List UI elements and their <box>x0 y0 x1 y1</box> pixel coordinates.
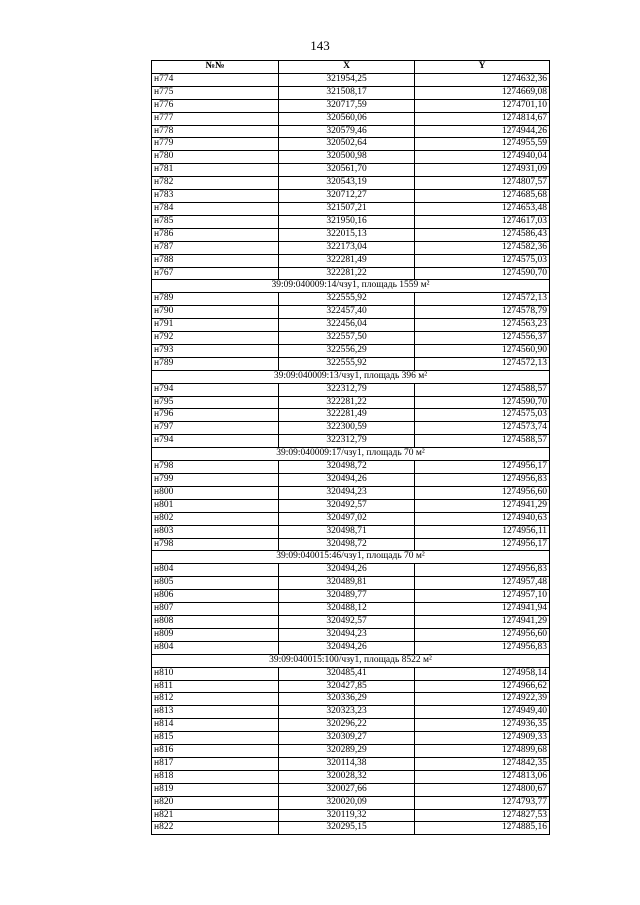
point-id: н813 <box>152 706 279 719</box>
table-row <box>152 577 550 590</box>
coord-x: 320494,23 <box>279 628 415 641</box>
table-row <box>152 332 550 345</box>
coord-y: 1274922,39 <box>415 693 550 706</box>
coord-y: 1274944,26 <box>415 125 550 138</box>
table-row <box>152 241 550 254</box>
point-id: н816 <box>152 745 279 758</box>
coord-y: 1274956,11 <box>415 525 550 538</box>
coord-y: 1274800,67 <box>415 783 550 796</box>
coord-x: 320020,09 <box>279 796 415 809</box>
coord-y: 1274573,74 <box>415 422 550 435</box>
point-id: н798 <box>152 461 279 474</box>
coord-x: 320561,70 <box>279 164 415 177</box>
coord-y: 1274957,48 <box>415 577 550 590</box>
coord-y: 1274572,13 <box>415 357 550 370</box>
table-row <box>152 525 550 538</box>
point-id: н781 <box>152 164 279 177</box>
header-number: №№ <box>152 61 279 74</box>
coord-y: 1274885,16 <box>415 822 550 835</box>
coord-x: 322281,22 <box>279 267 415 280</box>
coord-y: 1274632,36 <box>415 73 550 86</box>
point-id: н814 <box>152 719 279 732</box>
table-row <box>152 138 550 151</box>
coord-x: 322557,50 <box>279 332 415 345</box>
coord-y: 1274956,17 <box>415 538 550 551</box>
table-row <box>152 809 550 822</box>
point-id: н788 <box>152 254 279 267</box>
coord-x: 320497,02 <box>279 512 415 525</box>
table-row <box>152 267 550 280</box>
coord-x: 320323,23 <box>279 706 415 719</box>
coord-x: 321508,17 <box>279 86 415 99</box>
table-row <box>152 396 550 409</box>
coord-x: 320485,41 <box>279 667 415 680</box>
table-row <box>152 319 550 332</box>
coord-y: 1274701,10 <box>415 99 550 112</box>
point-id: н767 <box>152 267 279 280</box>
point-id: н803 <box>152 525 279 538</box>
coord-x: 322456,04 <box>279 319 415 332</box>
table-row <box>152 306 550 319</box>
coord-y: 1274669,08 <box>415 86 550 99</box>
coord-x: 321954,25 <box>279 73 415 86</box>
table-row <box>152 499 550 512</box>
table-row <box>152 293 550 306</box>
table-row <box>152 151 550 164</box>
table-row <box>152 745 550 758</box>
point-id: н778 <box>152 125 279 138</box>
table-row <box>152 344 550 357</box>
coord-y: 1274590,70 <box>415 396 550 409</box>
section-row <box>152 654 550 667</box>
coord-x: 321507,21 <box>279 202 415 215</box>
coord-y: 1274588,57 <box>415 383 550 396</box>
point-id: н790 <box>152 306 279 319</box>
point-id: н822 <box>152 822 279 835</box>
coord-y: 1274685,68 <box>415 190 550 203</box>
table-row <box>152 719 550 732</box>
table-row <box>152 112 550 125</box>
point-id: н815 <box>152 732 279 745</box>
table-row <box>152 422 550 435</box>
coord-x: 322555,92 <box>279 357 415 370</box>
point-id: н789 <box>152 293 279 306</box>
coord-y: 1274931,09 <box>415 164 550 177</box>
table-row <box>152 757 550 770</box>
coord-x: 320492,57 <box>279 499 415 512</box>
table-row <box>152 177 550 190</box>
point-id: н793 <box>152 344 279 357</box>
section-title: 39:09:040009:13/чзу1, площадь 396 м² <box>152 370 550 383</box>
coord-y: 1274556,37 <box>415 332 550 345</box>
coord-y: 1274653,48 <box>415 202 550 215</box>
coord-y: 1274956,83 <box>415 474 550 487</box>
section-title: 39:09:040009:14/чзу1, площадь 1559 м² <box>152 280 550 293</box>
coord-y: 1274940,63 <box>415 512 550 525</box>
section-row <box>152 370 550 383</box>
table-row <box>152 783 550 796</box>
coord-x: 322281,22 <box>279 396 415 409</box>
coord-y: 1274578,79 <box>415 306 550 319</box>
coord-x: 320498,72 <box>279 461 415 474</box>
point-id: н807 <box>152 603 279 616</box>
coord-y: 1274572,13 <box>415 293 550 306</box>
coord-y: 1274941,94 <box>415 603 550 616</box>
point-id: н811 <box>152 680 279 693</box>
point-id: н799 <box>152 474 279 487</box>
table-row <box>152 538 550 551</box>
coord-y: 1274936,35 <box>415 719 550 732</box>
coord-x: 320498,71 <box>279 525 415 538</box>
coord-x: 322281,49 <box>279 254 415 267</box>
coord-y: 1274560,90 <box>415 344 550 357</box>
point-id: н809 <box>152 628 279 641</box>
point-id: н797 <box>152 422 279 435</box>
coord-x: 320500,98 <box>279 151 415 164</box>
table-row <box>152 73 550 86</box>
point-id: н819 <box>152 783 279 796</box>
point-id: н802 <box>152 512 279 525</box>
coord-x: 320498,72 <box>279 538 415 551</box>
point-id: н821 <box>152 809 279 822</box>
coord-x: 320502,64 <box>279 138 415 151</box>
table-row <box>152 667 550 680</box>
point-id: н777 <box>152 112 279 125</box>
coord-y: 1274814,67 <box>415 112 550 125</box>
coord-x: 320295,15 <box>279 822 415 835</box>
table-row <box>152 383 550 396</box>
coord-x: 322173,04 <box>279 241 415 254</box>
table-row <box>152 564 550 577</box>
point-id: н792 <box>152 332 279 345</box>
point-id: н798 <box>152 538 279 551</box>
table-row <box>152 615 550 628</box>
table-row <box>152 770 550 783</box>
table-row <box>152 641 550 654</box>
point-id: н796 <box>152 409 279 422</box>
coord-y: 1274793,77 <box>415 796 550 809</box>
coord-y: 1274941,29 <box>415 615 550 628</box>
coord-y: 1274909,33 <box>415 732 550 745</box>
point-id: н780 <box>152 151 279 164</box>
table-row <box>152 99 550 112</box>
section-title: 39:09:040009:17/чзу1, площадь 70 м² <box>152 448 550 461</box>
coord-x: 320543,19 <box>279 177 415 190</box>
table-header-row <box>152 61 550 74</box>
table-row <box>152 125 550 138</box>
coordinates-table <box>151 60 550 835</box>
coord-y: 1274956,60 <box>415 628 550 641</box>
page-number: 143 <box>310 38 330 53</box>
coord-y: 1274588,57 <box>415 435 550 448</box>
point-id: н779 <box>152 138 279 151</box>
coord-y: 1274956,60 <box>415 486 550 499</box>
point-id: н817 <box>152 757 279 770</box>
coord-x: 322556,29 <box>279 344 415 357</box>
table-row <box>152 474 550 487</box>
section-row <box>152 280 550 293</box>
coord-x: 320712,27 <box>279 190 415 203</box>
coord-x: 320289,29 <box>279 745 415 758</box>
header-y: Y <box>415 61 550 74</box>
coord-x: 320492,57 <box>279 615 415 628</box>
coord-x: 322457,40 <box>279 306 415 319</box>
coord-x: 322555,92 <box>279 293 415 306</box>
coord-x: 320309,27 <box>279 732 415 745</box>
coord-y: 1274563,23 <box>415 319 550 332</box>
coord-y: 1274807,57 <box>415 177 550 190</box>
coord-x: 322312,79 <box>279 435 415 448</box>
table-row <box>152 164 550 177</box>
coord-y: 1274955,59 <box>415 138 550 151</box>
coord-y: 1274958,14 <box>415 667 550 680</box>
point-id: н789 <box>152 357 279 370</box>
point-id: н810 <box>152 667 279 680</box>
coord-y: 1274827,53 <box>415 809 550 822</box>
point-id: н818 <box>152 770 279 783</box>
coord-x: 320489,81 <box>279 577 415 590</box>
point-id: н785 <box>152 215 279 228</box>
point-id: н812 <box>152 693 279 706</box>
point-id: н795 <box>152 396 279 409</box>
header-x: X <box>279 61 415 74</box>
table-row <box>152 215 550 228</box>
coord-y: 1274966,62 <box>415 680 550 693</box>
point-id: н782 <box>152 177 279 190</box>
point-id: н784 <box>152 202 279 215</box>
point-id: н787 <box>152 241 279 254</box>
coord-x: 320560,06 <box>279 112 415 125</box>
point-id: н805 <box>152 577 279 590</box>
coord-y: 1274941,29 <box>415 499 550 512</box>
coord-y: 1274586,43 <box>415 228 550 241</box>
coord-y: 1274899,68 <box>415 745 550 758</box>
coord-y: 1274575,03 <box>415 409 550 422</box>
coord-x: 322015,13 <box>279 228 415 241</box>
table-row <box>152 512 550 525</box>
coord-y: 1274582,36 <box>415 241 550 254</box>
point-id: н801 <box>152 499 279 512</box>
coord-y: 1274617,03 <box>415 215 550 228</box>
coord-x: 320296,22 <box>279 719 415 732</box>
coord-y: 1274956,17 <box>415 461 550 474</box>
table-row <box>152 435 550 448</box>
table-row <box>152 822 550 835</box>
coord-x: 320717,59 <box>279 99 415 112</box>
table-row <box>152 590 550 603</box>
table-row <box>152 190 550 203</box>
point-id: н808 <box>152 615 279 628</box>
coord-x: 320119,32 <box>279 809 415 822</box>
table-row <box>152 202 550 215</box>
table-body <box>152 73 550 834</box>
section-row <box>152 551 550 564</box>
coord-y: 1274956,83 <box>415 564 550 577</box>
point-id: н800 <box>152 486 279 499</box>
coord-x: 320494,26 <box>279 474 415 487</box>
table-row <box>152 693 550 706</box>
point-id: н786 <box>152 228 279 241</box>
section-row <box>152 448 550 461</box>
coord-x: 320114,38 <box>279 757 415 770</box>
point-id: н794 <box>152 435 279 448</box>
point-id: н820 <box>152 796 279 809</box>
coord-x: 320579,46 <box>279 125 415 138</box>
table-row <box>152 680 550 693</box>
coord-x: 322312,79 <box>279 383 415 396</box>
coord-x: 320027,66 <box>279 783 415 796</box>
point-id: н806 <box>152 590 279 603</box>
coord-x: 322300,59 <box>279 422 415 435</box>
coord-y: 1274813,06 <box>415 770 550 783</box>
table-row <box>152 461 550 474</box>
table-row <box>152 796 550 809</box>
point-id: н783 <box>152 190 279 203</box>
coord-y: 1274590,70 <box>415 267 550 280</box>
coord-x: 320336,29 <box>279 693 415 706</box>
section-title: 39:09:040015:46/чзу1, площадь 70 м² <box>152 551 550 564</box>
table-row <box>152 86 550 99</box>
coord-y: 1274575,03 <box>415 254 550 267</box>
coord-x: 321950,16 <box>279 215 415 228</box>
coord-x: 322281,49 <box>279 409 415 422</box>
coord-y: 1274957,10 <box>415 590 550 603</box>
coord-x: 320494,23 <box>279 486 415 499</box>
point-id: н775 <box>152 86 279 99</box>
coord-x: 320427,85 <box>279 680 415 693</box>
section-title: 39:09:040015:100/чзу1, площадь 8522 м² <box>152 654 550 667</box>
coord-x: 320489,77 <box>279 590 415 603</box>
table-row <box>152 228 550 241</box>
coord-x: 320494,26 <box>279 641 415 654</box>
coord-y: 1274842,35 <box>415 757 550 770</box>
table-row <box>152 603 550 616</box>
table-row <box>152 409 550 422</box>
coord-x: 320028,32 <box>279 770 415 783</box>
table-row <box>152 486 550 499</box>
coord-x: 320494,26 <box>279 564 415 577</box>
coord-y: 1274956,83 <box>415 641 550 654</box>
coord-y: 1274940,04 <box>415 151 550 164</box>
table-row <box>152 706 550 719</box>
point-id: н804 <box>152 641 279 654</box>
table-row <box>152 254 550 267</box>
point-id: н791 <box>152 319 279 332</box>
table-row <box>152 732 550 745</box>
point-id: н804 <box>152 564 279 577</box>
point-id: н776 <box>152 99 279 112</box>
table-row <box>152 628 550 641</box>
table-row <box>152 357 550 370</box>
point-id: н774 <box>152 73 279 86</box>
coord-y: 1274949,40 <box>415 706 550 719</box>
coord-x: 320488,12 <box>279 603 415 616</box>
point-id: н794 <box>152 383 279 396</box>
